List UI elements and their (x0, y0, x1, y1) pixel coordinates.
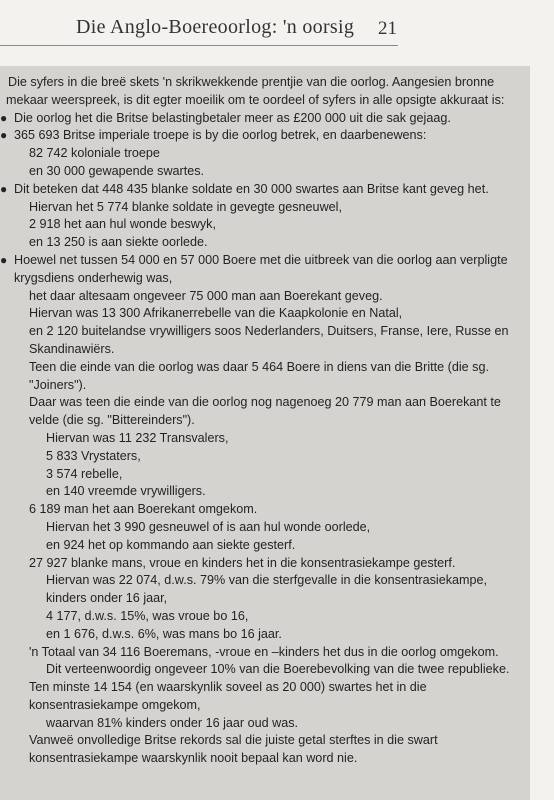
intro-paragraph: Die syfers in die breë skets 'n skrikwekkende prentjie van die oorlog. Aangesien bronne mekaar weerspreek, is dit egter moeilik om te oordeel of syfers in alle opsigte akkuraat is: (6, 75, 505, 107)
list-item-text: Hiervan het 3 990 gesneuwel of is aan hul wonde oorlede, (46, 519, 371, 534)
list-item-text: 365 693 Britse imperiale troepe is by die oorlog betrek, en daarbenewens: (14, 128, 427, 143)
filled-bullet-icon: ● (0, 128, 8, 143)
list-item-level-3 (6, 466, 524, 484)
list-item-text: Die oorlog het die Britse belastingbetaler meer as £200 000 uit die sak gejaag. (14, 110, 451, 125)
list-item-text: 82 742 koloniale troepe (29, 146, 160, 161)
list-item-level-2 (6, 323, 524, 359)
list-item-level-3 (6, 430, 524, 448)
list-item-level-2 (6, 216, 524, 234)
list-item-level-2 (6, 359, 524, 395)
list-item-text: 'n Totaal van 34 116 Boeremans, -vroue en –kinders het dus in die oorlog omgekom. (29, 644, 499, 659)
page-number: 21 (378, 18, 397, 39)
box-content (0, 74, 524, 768)
list-item-level-2 (6, 394, 524, 430)
list-item-text: en 924 het op kommando aan siekte gesterf. (46, 537, 296, 552)
filled-bullet-icon: ● (0, 252, 8, 267)
filled-bullet-icon: ● (0, 110, 8, 125)
list-item-level-1 (0, 110, 524, 128)
list-item-level-1 (0, 181, 524, 199)
list-item-level-3 (6, 483, 524, 501)
list-item-level-3 (6, 537, 524, 555)
list-item-text: 6 189 man het aan Boerekant omgekom. (29, 502, 258, 517)
list-item-level-2 (6, 305, 524, 323)
list-item-level-3 (6, 626, 524, 644)
list-item-level-1 (0, 252, 524, 288)
list-item-text: en 140 vreemde vrywilligers. (46, 484, 206, 499)
list-item-text: en 13 250 is aan siekte oorlede. (29, 235, 208, 250)
list-item-text: 3 574 rebelle, (46, 466, 123, 481)
list-item-text: 27 927 blanke mans, vroue en kinders het in die konsentrasiekampe gesterf. (29, 555, 456, 570)
list-item-text: Dit beteken dat 448 435 blanke soldate en 30 000 swartes aan Britse kant geveg het. (14, 181, 489, 196)
list-item-level-3 (6, 661, 524, 679)
list-item-text: en 1 676, d.w.s. 6%, was mans bo 16 jaar. (46, 626, 282, 641)
list-item-text: Teen die einde van die oorlog was daar 5 464 Boere in diens van die Britte (die sg. "Joiners"). (29, 359, 489, 392)
list-item-level-2 (6, 163, 524, 181)
list-item-text: 2 918 het aan hul wonde beswyk, (29, 217, 216, 232)
list-item-text: en 30 000 gewapende swartes. (29, 163, 205, 178)
list-item-level-2 (6, 501, 524, 519)
list-item-text: Hoewel net tussen 54 000 en 57 000 Boere met die uitbreek van die oorlog aan verpligte krygsdiens onderhewig was, (14, 252, 508, 285)
list-item-text: Daar was teen die einde van die oorlog nog nagenoeg 20 779 man aan Boerekant te velde (die sg. "Bittereinders"). (29, 395, 501, 428)
list-item-level-2 (6, 679, 524, 715)
list-item-level-2 (6, 288, 524, 306)
list-item-level-3 (6, 519, 524, 537)
list-item-text: Ten minste 14 154 (en waarskynlik soveel as 20 000) swartes het in die konsentrasiekampe omgekom, (29, 680, 427, 712)
list-item-level-3 (6, 448, 524, 466)
header-rule (0, 45, 398, 46)
list-item-level-2 (6, 732, 524, 768)
list-item-text: waarvan 81% kinders onder 16 jaar oud was. (46, 715, 299, 730)
list-item-text: Hiervan was 13 300 Afrikanerrebelle van die Kaapkolonie en Natal, (29, 306, 403, 321)
list-item-level-2 (6, 199, 524, 217)
list-item-text: Dit verteenwoordig ongeveer 10% van die Boerebevolking van die twee republieke. (46, 662, 510, 677)
list-item-text: Hiervan het 5 774 blanke soldate in gevegte gesneuwel, (29, 199, 342, 214)
list-item-level-3 (6, 715, 524, 733)
list-item-level-2 (6, 145, 524, 163)
list-item-level-3 (6, 608, 524, 626)
list-item-text: 5 833 Vrystaters, (46, 448, 141, 463)
list-item-text: 4 177, d.w.s. 15%, was vroue bo 16, (46, 608, 249, 623)
list-item-level-3 (6, 572, 524, 608)
list-item-level-2 (6, 644, 524, 662)
bullet-list (0, 110, 524, 768)
list-item-text: Vanweë onvolledige Britse rekords sal die juiste getal sterftes in die swart konsentrasiekampe waarskynlik nooit bepaal kan word nie. (29, 733, 438, 766)
filled-bullet-icon: ● (0, 181, 8, 196)
list-item-text: Hiervan was 22 074, d.w.s. 79% van die sterfgevalle in die konsentrasiekampe, kinders onder 16 jaar, (46, 573, 488, 606)
list-item-level-2 (6, 234, 524, 252)
list-item-text: en 2 120 buitelandse vrywilligers soos Nederlanders, Duitsers, Franse, Iere, Russe en Skandinawiërs. (29, 324, 509, 356)
list-item-level-1 (0, 127, 524, 145)
list-item-text: het daar altesaam ongeveer 75 000 man aan Boerekant geveg. (29, 288, 383, 303)
page-header (0, 0, 554, 46)
running-title: Die Anglo-Boereoorlog: 'n oorsig (76, 16, 355, 38)
list-item-level-2 (6, 555, 524, 573)
list-item-text: Hiervan was 11 232 Transvalers, (46, 430, 229, 445)
